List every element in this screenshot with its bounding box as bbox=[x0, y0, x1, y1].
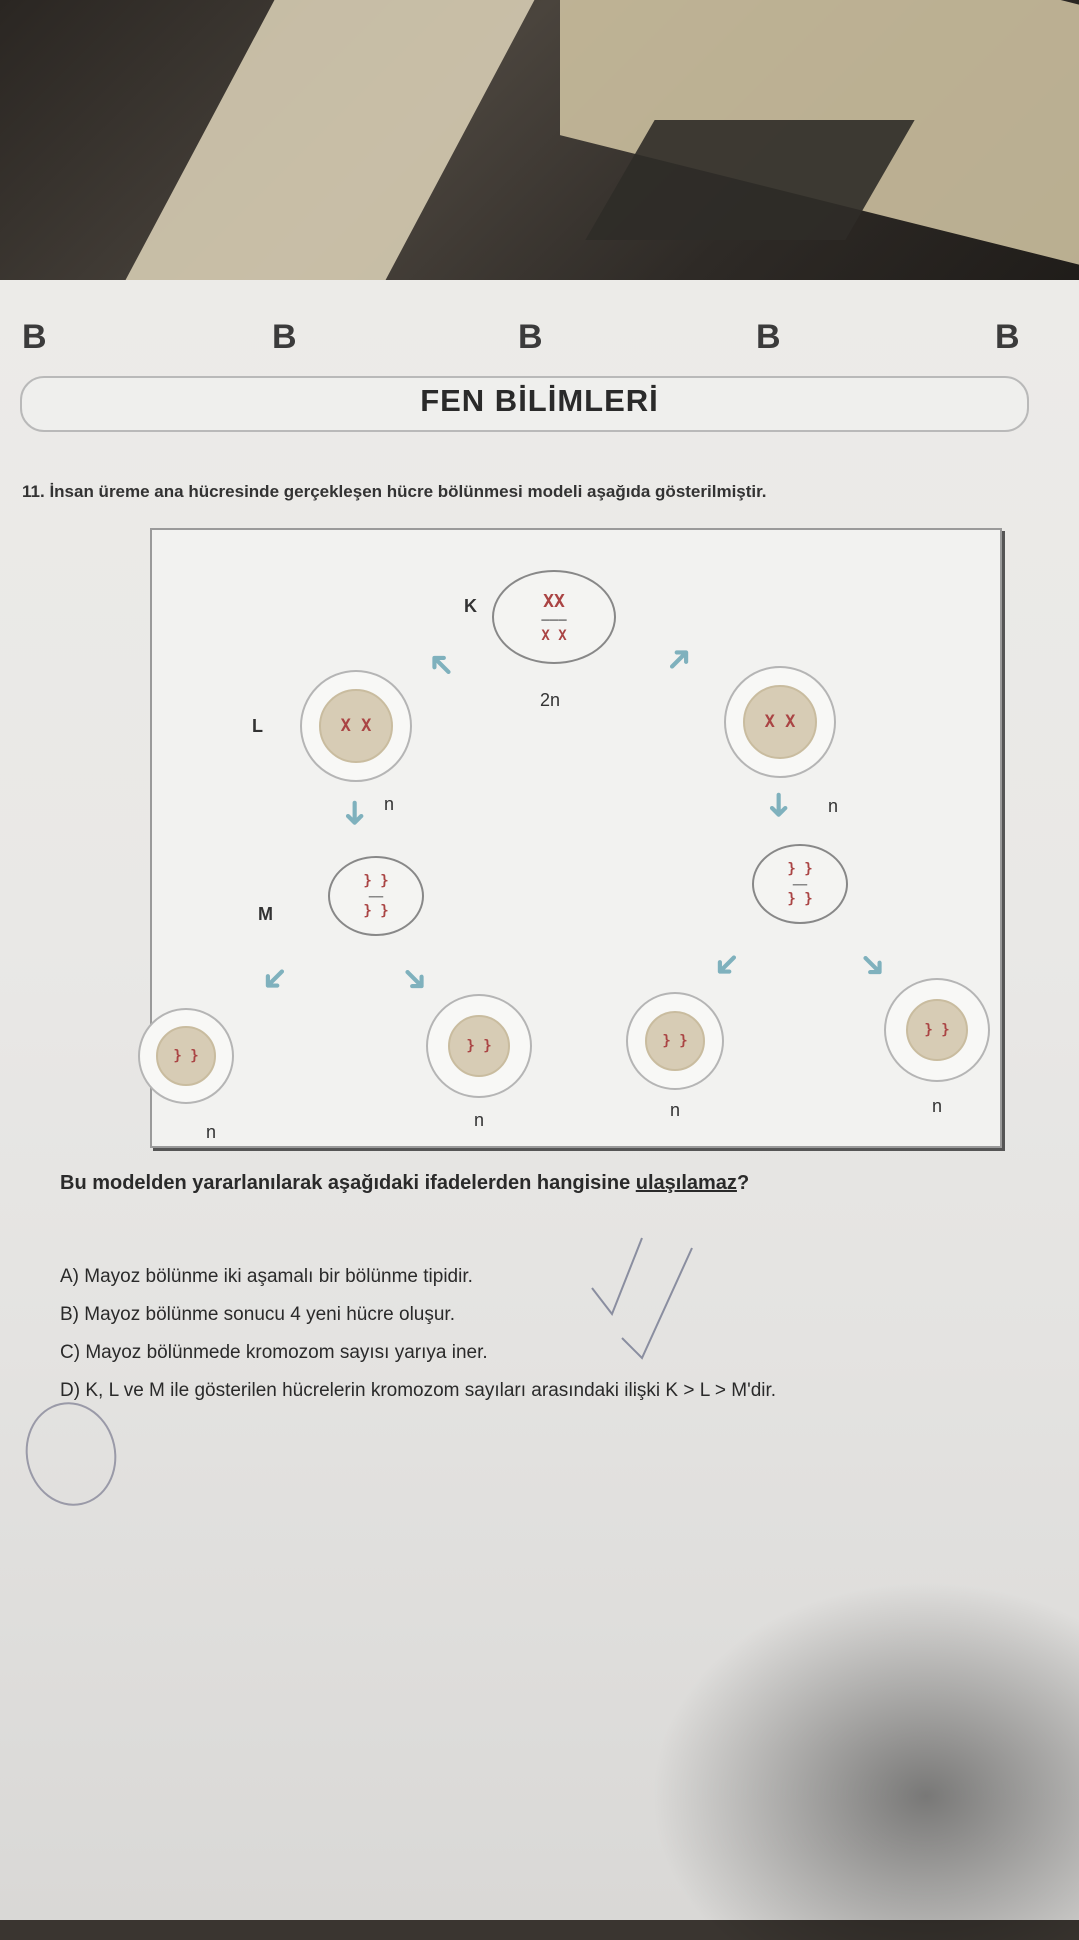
chromosome-pair: XX bbox=[543, 590, 565, 612]
prompt-emphasis: ulaşılamaz bbox=[635, 1172, 737, 1194]
label-k: K bbox=[464, 596, 477, 616]
booklet-letter: B bbox=[272, 318, 297, 356]
chromosome-pair: X X bbox=[764, 712, 796, 732]
option-text: Mayoz bölünme sonucu 4 yeni hücre oluşur. bbox=[84, 1304, 455, 1325]
option-a[interactable] bbox=[60, 1266, 473, 1288]
question-text: İnsan üreme ana hücresinde gerçekleşen hücre bölünmesi modeli aşağıda gösterilmiştir. bbox=[49, 482, 767, 501]
chromosome-pair: } } bbox=[787, 861, 813, 877]
question-prompt bbox=[60, 1172, 749, 1195]
booklet-letter: B bbox=[518, 318, 543, 356]
booklet-letter: B bbox=[756, 318, 781, 356]
chromosome-pair: } } bbox=[173, 1048, 199, 1064]
cell-l bbox=[300, 670, 412, 782]
question-stem bbox=[22, 482, 767, 502]
chromosome-pair: } } bbox=[466, 1038, 492, 1054]
option-c[interactable] bbox=[60, 1342, 488, 1364]
prompt-text: Bu modelden yararlanılarak aşağıdaki ifadelerden hangisine bbox=[60, 1172, 636, 1194]
ploidy-n: n bbox=[828, 796, 839, 816]
cell-right-secondary bbox=[724, 666, 836, 778]
daughter-cell-3 bbox=[626, 992, 724, 1090]
daughter-nucleus bbox=[645, 1011, 705, 1071]
label-m: M bbox=[258, 904, 273, 924]
subject-title: FEN BİLİMLERİ bbox=[420, 383, 659, 418]
background-plank bbox=[104, 0, 555, 300]
chromosome-pair: } } bbox=[363, 873, 389, 889]
option-text: Mayoz bölünme iki aşamalı bir bölünme tipidir. bbox=[84, 1266, 473, 1287]
option-letter: A) bbox=[60, 1266, 79, 1287]
hand-shadow bbox=[650, 1580, 1079, 1940]
spindle-line: —— bbox=[792, 877, 808, 891]
ploidy-n: n bbox=[384, 794, 395, 814]
arrow-icon: ➜ bbox=[417, 641, 465, 689]
chromosome-pair: X X bbox=[541, 627, 567, 644]
daughter-cell-4 bbox=[884, 978, 990, 1082]
ploidy-n: n bbox=[932, 1096, 943, 1116]
arrow-icon: ➜ bbox=[655, 635, 703, 683]
arrow-icon: ➜ bbox=[849, 941, 897, 989]
chromosome-pair: X X bbox=[340, 716, 372, 736]
option-b[interactable] bbox=[60, 1304, 455, 1326]
option-letter: D) bbox=[60, 1380, 81, 1401]
meiosis-diagram bbox=[150, 528, 1002, 1148]
spindle-line: ——— bbox=[541, 611, 567, 628]
daughter-nucleus bbox=[448, 1015, 510, 1077]
booklet-letter: B bbox=[22, 318, 47, 356]
ploidy-n: n bbox=[474, 1110, 485, 1130]
pen-check-mark bbox=[582, 1228, 702, 1368]
daughter-nucleus bbox=[156, 1026, 216, 1086]
cell-right-spindle bbox=[752, 844, 848, 924]
prompt-end: ? bbox=[736, 1172, 750, 1194]
chromosome-pair: } } bbox=[363, 903, 389, 919]
cell-m-spindle bbox=[328, 856, 424, 936]
arrow-icon: ➜ bbox=[703, 941, 751, 989]
daughter-cell-2 bbox=[426, 994, 532, 1098]
background-photo bbox=[0, 0, 1079, 300]
option-letter: B) bbox=[60, 1304, 79, 1325]
option-letter: C) bbox=[60, 1342, 81, 1363]
arrow-icon: ➜ bbox=[251, 955, 299, 1003]
option-d[interactable] bbox=[60, 1380, 776, 1402]
chromosome-pair: } } bbox=[787, 891, 813, 907]
ploidy-2n: 2n bbox=[540, 690, 561, 710]
chromosome-pair: } } bbox=[924, 1022, 950, 1038]
cell-k-spindle bbox=[492, 570, 616, 664]
ploidy-n: n bbox=[670, 1100, 681, 1120]
ploidy-n: n bbox=[206, 1122, 217, 1142]
option-text: Mayoz bölünmede kromozom sayısı yarıya iner. bbox=[85, 1342, 488, 1363]
chromosome-pair: } } bbox=[662, 1033, 688, 1049]
question-number: 11. bbox=[22, 482, 45, 501]
arrow-icon: ➜ bbox=[336, 798, 374, 828]
daughter-nucleus bbox=[906, 999, 968, 1061]
label-l: L bbox=[252, 716, 263, 736]
booklet-letter: B bbox=[995, 318, 1020, 356]
arrow-icon: ➜ bbox=[391, 955, 439, 1003]
cell-right-nucleus bbox=[743, 685, 817, 759]
cell-l-nucleus bbox=[319, 689, 393, 763]
arrow-icon: ➜ bbox=[760, 790, 798, 820]
option-text: K, L ve M ile gösterilen hücrelerin kromozom sayıları arasındaki ilişki K > L > M'dir. bbox=[85, 1380, 777, 1401]
daughter-cell-1 bbox=[138, 1008, 234, 1104]
spindle-line: —— bbox=[368, 889, 384, 903]
